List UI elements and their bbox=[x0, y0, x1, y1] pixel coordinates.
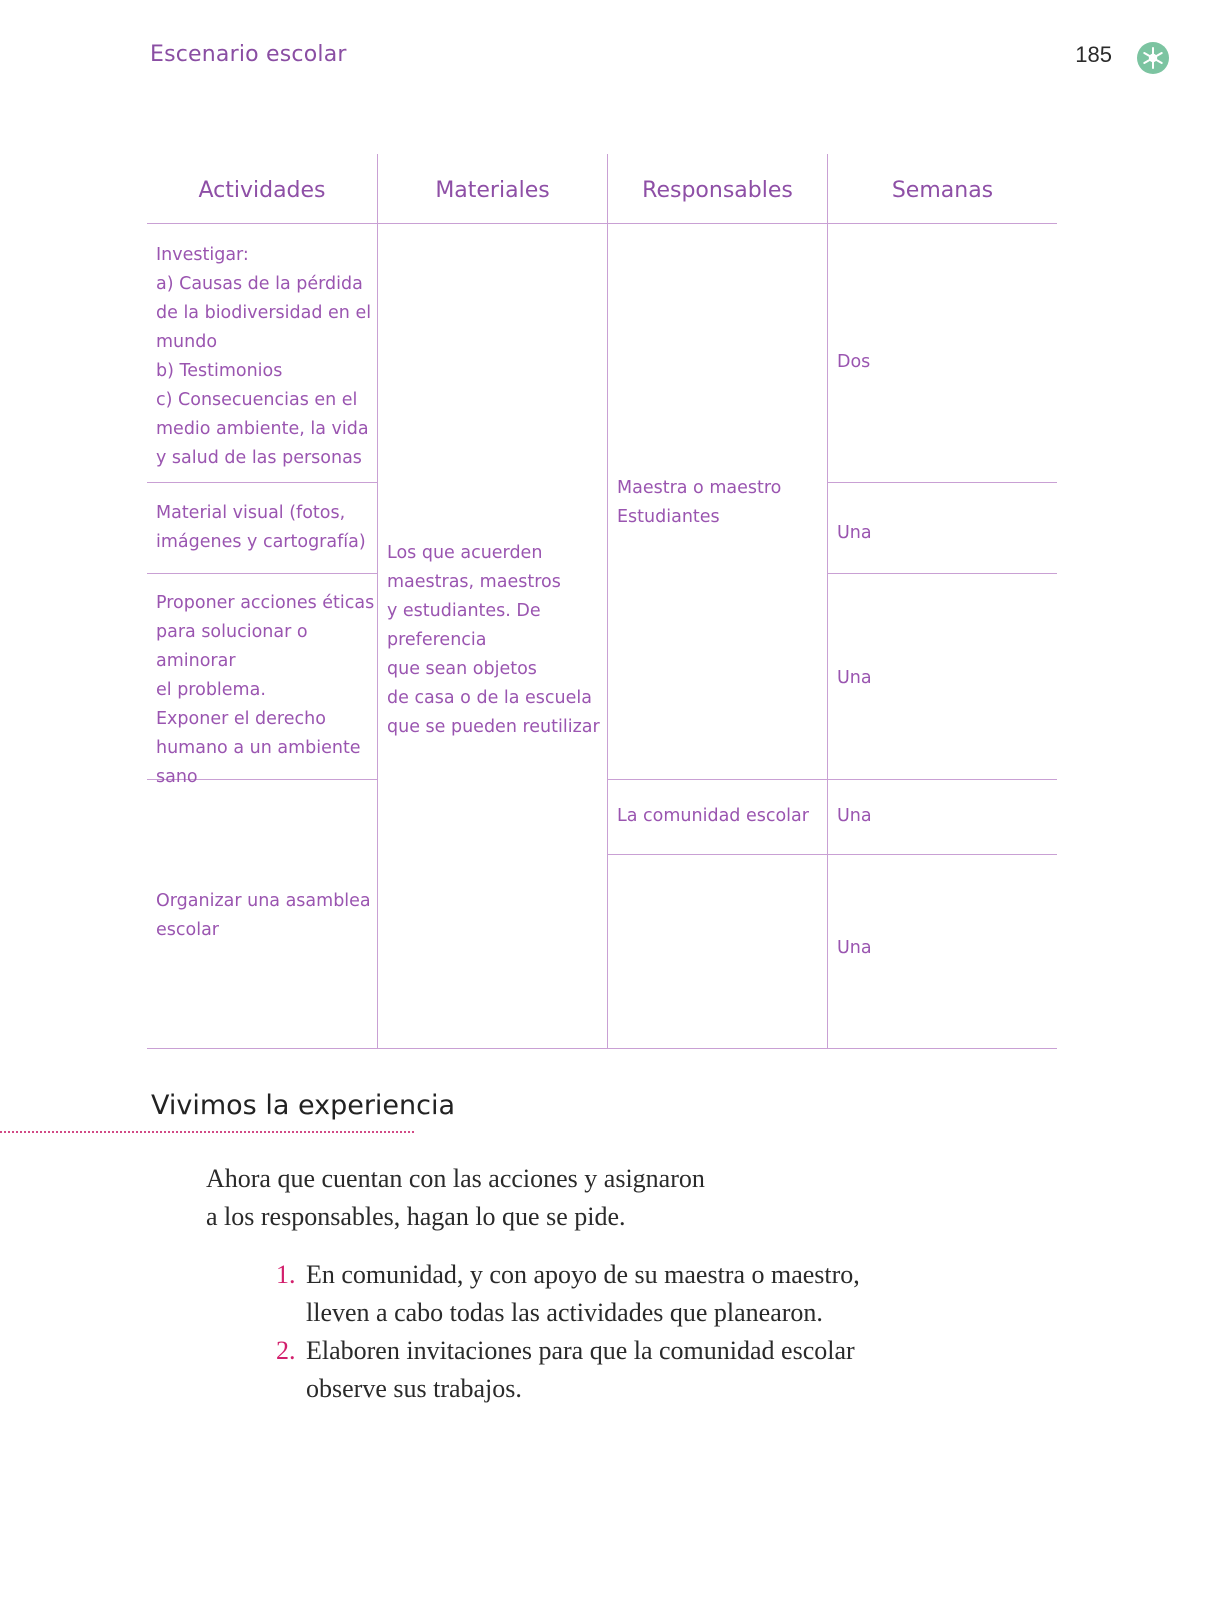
table-divider bbox=[827, 154, 828, 1049]
weeks-cell: Una bbox=[837, 668, 872, 688]
bottom-rule bbox=[147, 1048, 1057, 1049]
instructions-list bbox=[276, 1256, 916, 1408]
row-rule bbox=[607, 854, 1057, 855]
responsables-cell: Maestra o maestro Estudiantes bbox=[617, 478, 782, 527]
weeks-cell: Dos bbox=[837, 352, 871, 372]
list-item bbox=[276, 1256, 916, 1332]
page-number: 185 bbox=[1075, 42, 1112, 67]
row-rule bbox=[607, 779, 1057, 780]
materials-cell: Los que acuerden maestras, maestros y estudiantes. De preferencia que sean objetos de casa o de la escuela que se pueden reutilizar bbox=[387, 543, 600, 737]
intro-paragraph: Ahora que cuentan con las acciones y asignaron a los responsables, hagan lo que se pide. bbox=[206, 1164, 705, 1231]
weeks-cell: Una bbox=[837, 806, 872, 826]
section-title: Vivimos la experiencia bbox=[151, 1090, 456, 1121]
list-number: 2. bbox=[276, 1336, 296, 1365]
weeks-cell: Una bbox=[837, 938, 872, 958]
activity-cell: Investigar: a) Causas de la pérdida de la biodiversidad en el mundo b) Testimonios c) Consecuencias en el medio ambiente, la vida y salud de las personas bbox=[156, 245, 372, 468]
list-item bbox=[276, 1332, 916, 1408]
table-divider bbox=[607, 154, 608, 1049]
header-actividades: Actividades bbox=[198, 178, 326, 203]
list-number: 1. bbox=[276, 1260, 296, 1289]
header-section: Escenario escolar bbox=[150, 42, 347, 67]
list-text: Elaboren invitaciones para que la comunidad escolar observe sus trabajos. bbox=[306, 1336, 855, 1403]
header-semanas: Semanas bbox=[891, 178, 994, 203]
planning-table bbox=[147, 154, 1057, 1049]
activity-cell: Organizar una asamblea escolar bbox=[156, 891, 371, 940]
activity-cell: Proponer acciones éticas para solucionar o aminorar el problema. Exponer el derecho humano a un ambiente sano bbox=[156, 593, 375, 787]
header-rule bbox=[147, 223, 1057, 224]
activity-cell: Material visual (fotos, imágenes y cartografía) bbox=[156, 503, 366, 552]
list-text: En comunidad, y con apoyo de su maestra o maestro, lleven a cabo todas las actividades que planearon. bbox=[306, 1260, 860, 1327]
weeks-cell: Una bbox=[837, 523, 872, 543]
snowflake-icon bbox=[1137, 42, 1169, 74]
header-materiales: Materiales bbox=[435, 178, 550, 203]
row-rule bbox=[147, 573, 377, 574]
responsables-cell: La comunidad escolar bbox=[617, 806, 809, 826]
header-responsables: Responsables bbox=[642, 178, 793, 203]
section-divider bbox=[0, 1131, 414, 1133]
row-rule bbox=[827, 573, 1057, 574]
row-rule bbox=[827, 482, 1057, 483]
row-rule bbox=[147, 482, 377, 483]
